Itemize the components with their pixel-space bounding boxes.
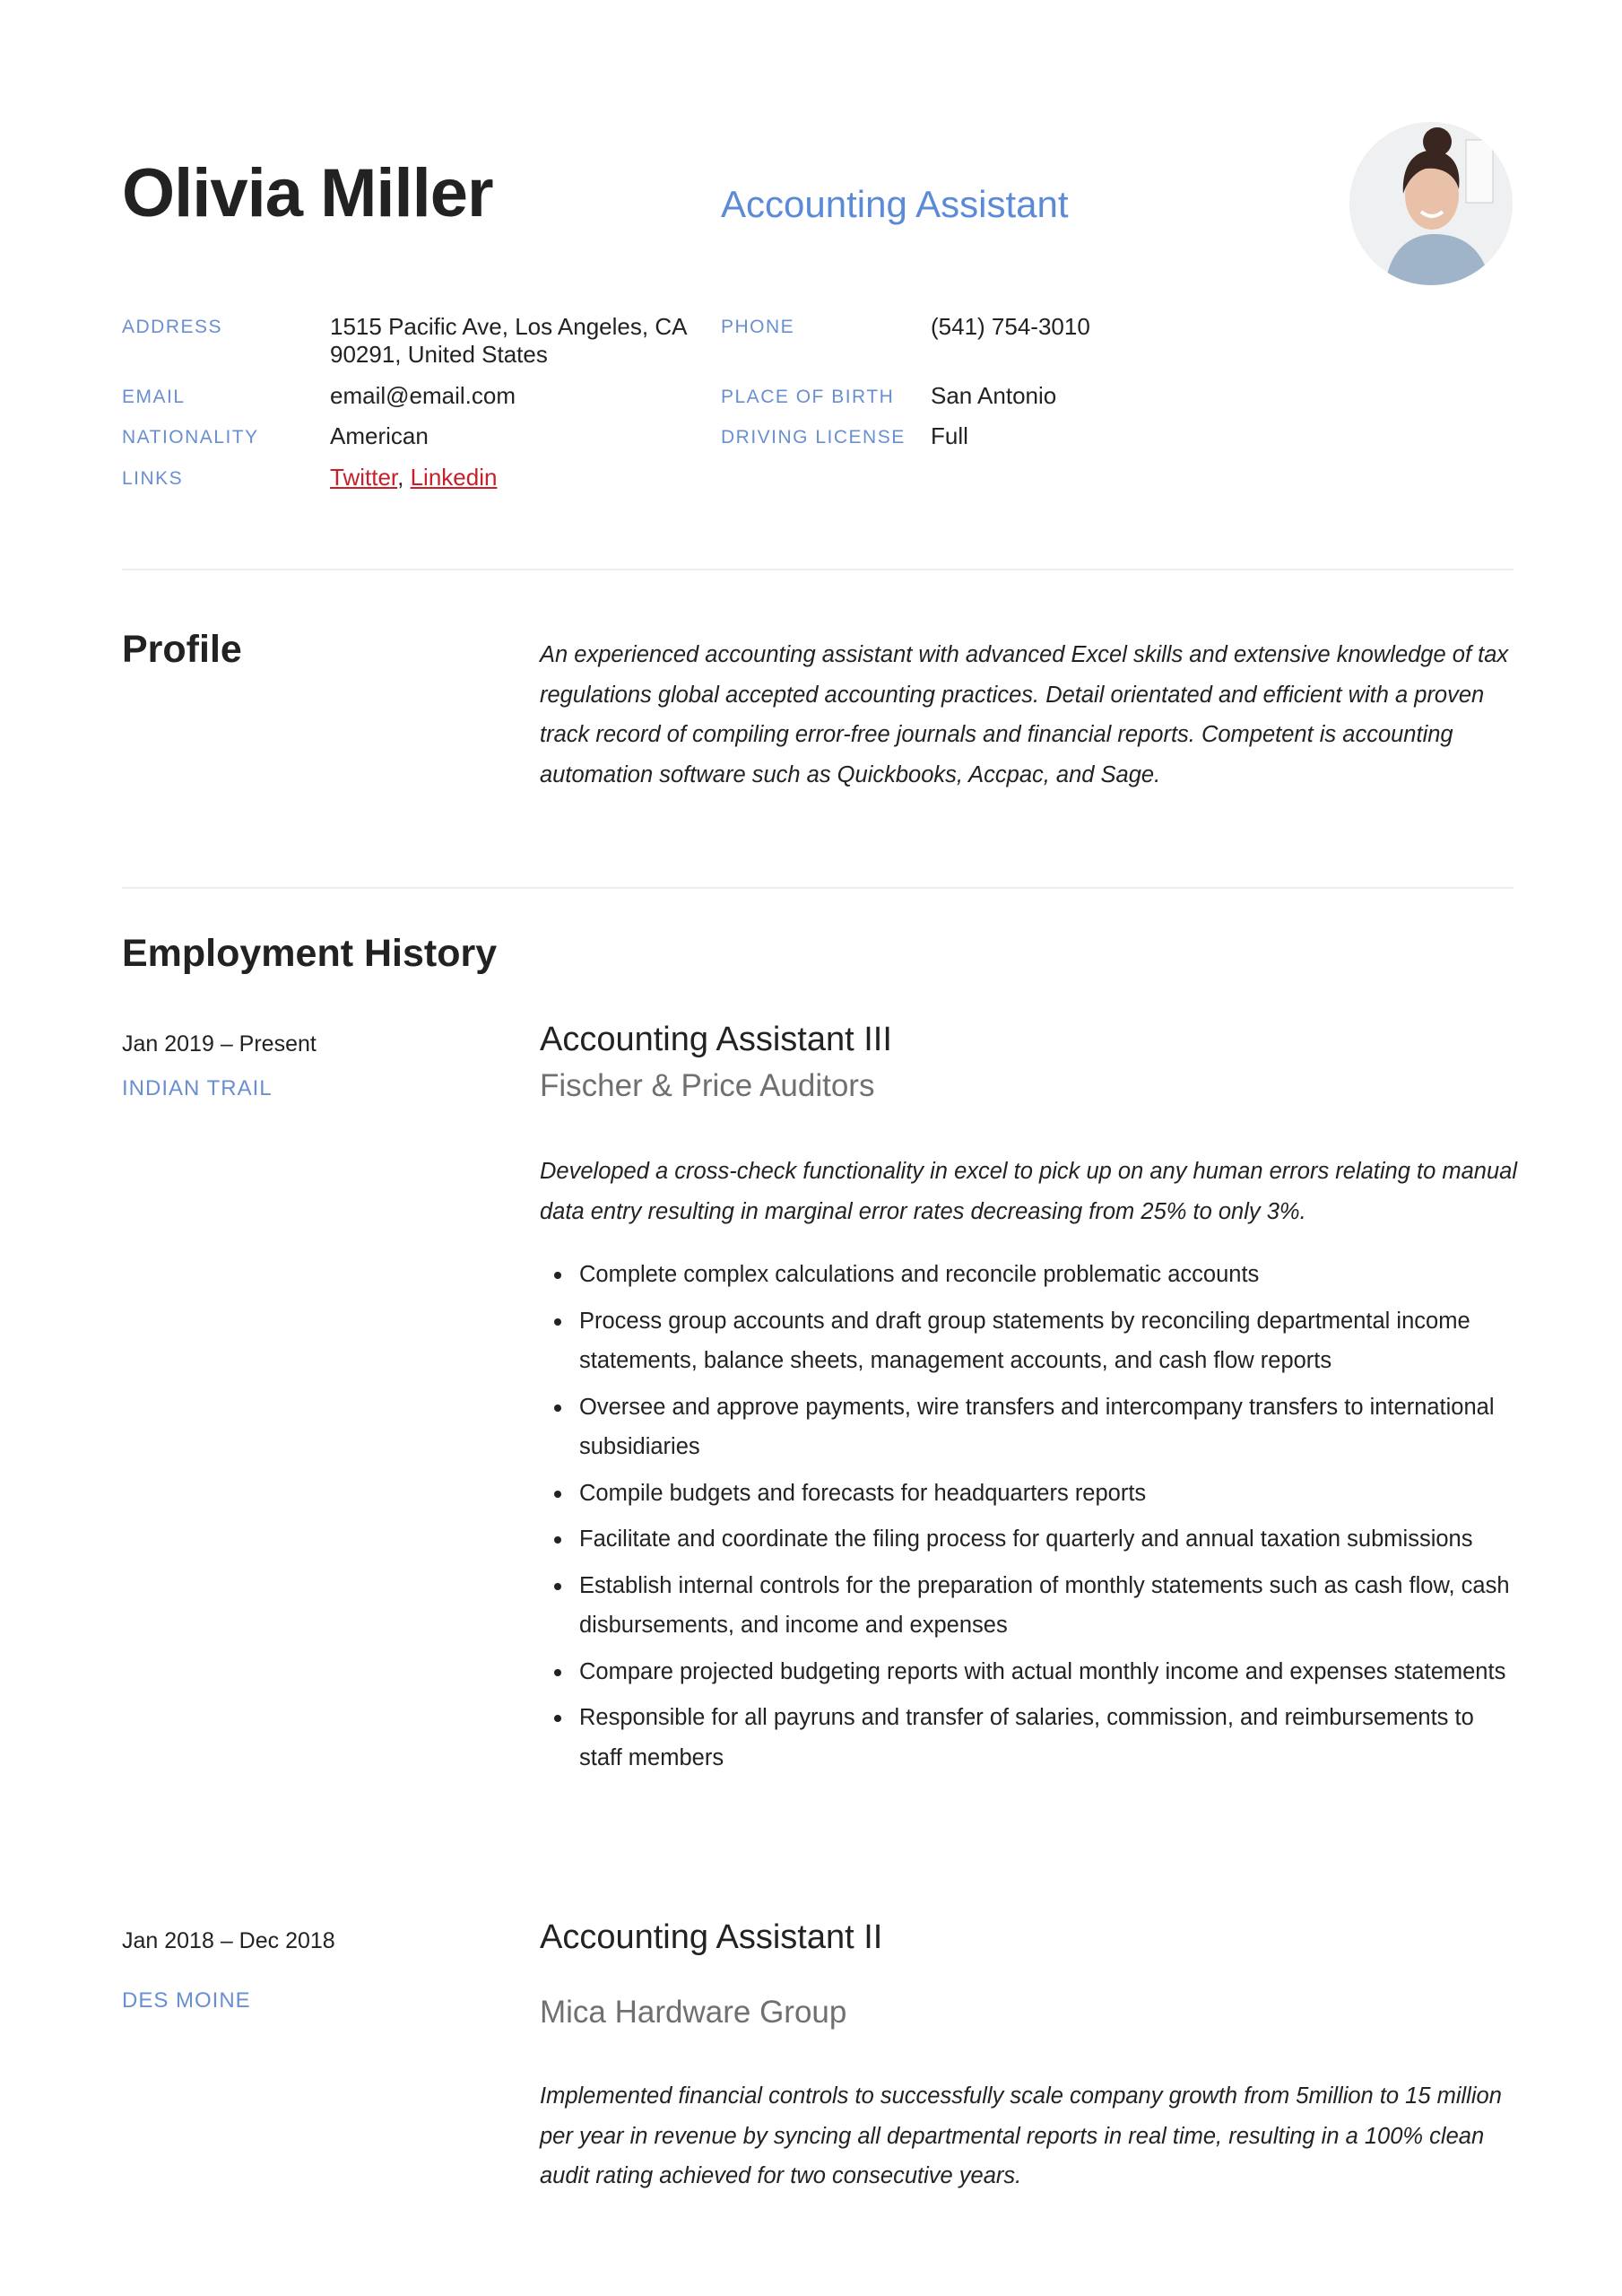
phone-label: PHONE: [721, 317, 795, 337]
email-value: email@email.com: [330, 382, 516, 409]
profile-line: regulations global accepted accounting practices. Detail orientated and efficient with a proven: [540, 682, 1485, 708]
employment-heading: Employment History: [122, 932, 498, 975]
driving-license-value: Full: [931, 422, 968, 449]
job-role: Accounting Assistant III: [540, 1021, 892, 1058]
list-item: Oversee and approve payments, wire transfers and intercompany transfers to international subsidiaries: [540, 1387, 1517, 1467]
job-bullets: [540, 1255, 1517, 1784]
links-label: LINKS: [122, 468, 184, 489]
linkedin-link[interactable]: Linkedin: [410, 464, 498, 491]
nationality-value: American: [330, 422, 429, 449]
job-description: Implemented financial controls to successfully scale company growth from 5million to 15 million per year in revenue by syncing all departmental reports in real time, resulting in a 100% clean audit rating achieved for two consecutive years.: [540, 2083, 1502, 2188]
nationality-label: NATIONALITY: [122, 427, 259, 448]
list-item: Compare projected budgeting reports with actual monthly income and expenses statements: [540, 1652, 1517, 1692]
list-item: Facilitate and coordinate the filing process for quarterly and annual taxation submissions: [540, 1519, 1517, 1560]
twitter-link[interactable]: Twitter: [330, 464, 398, 491]
list-item: Establish internal controls for the preparation of monthly statements such as cash flow, cash disbursements, and income and expenses: [540, 1566, 1517, 1646]
links-value: [330, 464, 497, 491]
email-label: EMAIL: [122, 387, 186, 407]
profile-text: [540, 635, 1517, 795]
candidate-name: Olivia Miller: [122, 155, 493, 231]
divider: [122, 569, 1514, 570]
place-of-birth-value: San Antonio: [931, 382, 1057, 409]
profile-photo: [1349, 122, 1513, 285]
job-dates: Jan 2019 – Present: [122, 1031, 317, 1057]
job-company: Mica Hardware Group: [540, 1995, 847, 2030]
job-title: Accounting Assistant: [721, 183, 1069, 225]
job-city: DES MOINE: [122, 1988, 251, 2013]
address-label: ADDRESS: [122, 317, 223, 337]
list-item: Compile budgets and forecasts for headquarters reports: [540, 1474, 1517, 1514]
profile-line: An experienced accounting assistant with advanced Excel skills and extensive knowledge of tax: [540, 642, 1509, 667]
list-item: Responsible for all payruns and transfer of salaries, commission, and reimbursements to staff members: [540, 1698, 1517, 1778]
job-city: INDIAN TRAIL: [122, 1076, 273, 1100]
job-description: Developed a cross-check functionality in excel to pick up on any human errors relating to manual data entry resulting in marginal error rates decreasing from 25% to only 3%.: [540, 1159, 1517, 1224]
phone-value: (541) 754-3010: [931, 313, 1090, 340]
address-line-2: 90291, United States: [330, 341, 548, 368]
job-company: Fischer & Price Auditors: [540, 1068, 875, 1103]
profile-heading: Profile: [122, 628, 242, 671]
profile-line: track record of compiling error-free journals and financial reports. Competent is accounting: [540, 722, 1453, 747]
address-value: [330, 313, 687, 369]
list-item: Process group accounts and draft group statements by reconciling departmental income statements, balance sheets, management accounts, and cash flow reports: [540, 1301, 1517, 1381]
job-role: Accounting Assistant II: [540, 1918, 883, 1956]
divider: [122, 887, 1514, 889]
address-line-1: 1515 Pacific Ave, Los Angeles, CA: [330, 313, 688, 340]
list-item: Complete complex calculations and reconcile problematic accounts: [540, 1255, 1517, 1295]
driving-license-label: DRIVING LICENSE: [721, 427, 906, 448]
profile-line: automation software such as Quickbooks, Accpac, and Sage.: [540, 761, 1161, 787]
place-of-birth-label: PLACE OF BIRTH: [721, 387, 895, 407]
links-separator: ,: [397, 464, 411, 491]
job-dates: Jan 2018 – Dec 2018: [122, 1928, 335, 1953]
